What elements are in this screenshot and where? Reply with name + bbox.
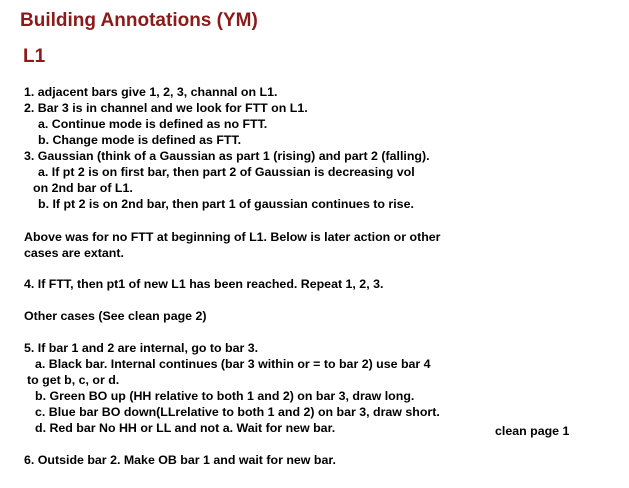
text-line-16: b. Green BO up (HH relative to both 1 and 2) on bar 3, draw long. xyxy=(35,389,415,403)
text-line-9: Above was for no FTT at beginning of L1. Below is later action or other xyxy=(24,230,441,244)
text-line-2: 2. Bar 3 is in channel and we look for FTT on L1. xyxy=(24,101,308,115)
text-line-18: d. Red bar No HH or LL and not a. Wait for new bar. xyxy=(35,421,336,435)
text-line-12: Other cases (See clean page 2) xyxy=(24,309,207,323)
text-line-13: 5. If bar 1 and 2 are internal, go to bar 3. xyxy=(24,341,259,355)
text-line-4: b. Change mode is defined as FTT. xyxy=(38,133,242,147)
page-label: clean page 1 xyxy=(495,424,570,438)
text-line-17: c. Blue bar BO down(LLrelative to both 1 and 2) on bar 3, draw short. xyxy=(35,405,440,419)
text-line-14: a. Black bar. Internal continues (bar 3 within or = to bar 2) use bar 4 xyxy=(35,357,431,371)
text-line-7: on 2nd bar of L1. xyxy=(33,181,133,195)
text-line-10: cases are extant. xyxy=(24,246,124,260)
text-line-3: a. Continue mode is defined as no FTT. xyxy=(38,117,268,131)
text-line-5: 3. Gaussian (think of a Gaussian as part 1 (rising) and part 2 (falling). xyxy=(24,149,430,163)
text-line-6: a. If pt 2 is on first bar, then part 2 of Gaussian is decreasing vol xyxy=(38,165,415,179)
section-heading: L1 xyxy=(23,46,46,67)
text-line-11: 4. If FTT, then pt1 of new L1 has been reached. Repeat 1, 2, 3. xyxy=(24,277,384,291)
text-line-8: b. If pt 2 is on 2nd bar, then part 1 of gaussian continues to rise. xyxy=(38,197,414,211)
page-title: Building Annotations (YM) xyxy=(20,10,258,31)
text-line-19: 6. Outside bar 2. Make OB bar 1 and wait for new bar. xyxy=(24,453,336,467)
text-line-15: to get b, c, or d. xyxy=(27,373,120,387)
text-line-1: 1. adjacent bars give 1, 2, 3, channal on L1. xyxy=(24,85,278,99)
